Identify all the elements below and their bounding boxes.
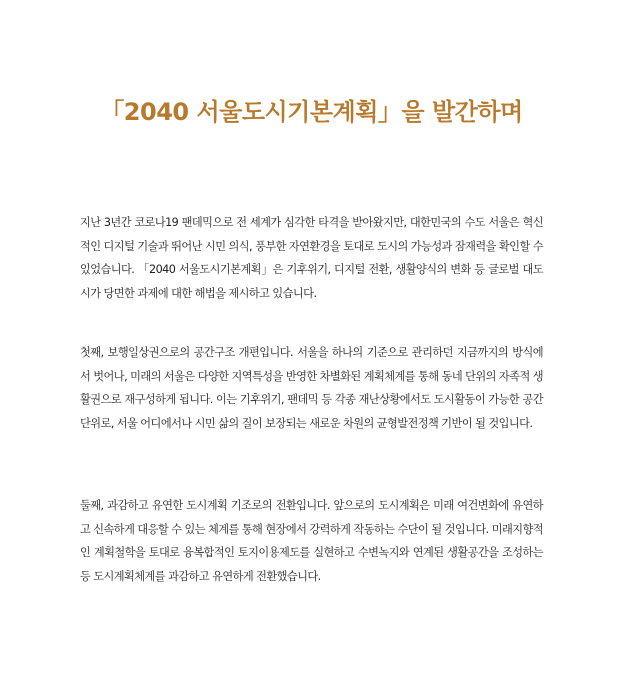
- page-title: 「2040 서울도시기본계획」을 발간하며: [100, 98, 523, 126]
- paragraph-intro: 지난 3년간 코로나19 팬데믹으로 전 세계가 심각한 타격을 받아왔지만, 대한민국의 수도 서울은 혁신적인 디지털 기술과 뛰어난 시민 의식, 풍부한 자연환경을 토대로 도시의 가능성과 잠재력을 확인할 수 있었습니다. 「2040 서울도시기본계획」은 기후위기, 디지털 전환, 생활양식의 변화 등 글로벌 대도시가 당면한 과제에 대한 해법을 제시하고 있습니다.: [80, 216, 543, 300]
- paragraph-first-point: 첫째, 보행일상권으로의 공간구조 개편입니다. 서울을 하나의 기준으로 관리하던 지금까지의 방식에서 벗어나, 미래의 서울은 다양한 지역특성을 반영한 차별화된 계획체계를 통해 동네 단위의 자족적 생활권으로 재구성하게 됩니다. 이는 기후위기, 팬데믹 등 각종 재난상황에서도 도시활동이 가능한 공간단위로, 서울 어디에서나 시민 삶의 질이 보장되는 새로운 차원의 균형발전정책 기반이 될 것입니다.: [80, 346, 543, 430]
- paragraph-second-point: 둘째, 과감하고 유연한 도시계획 기조로의 전환입니다. 앞으로의 도시계획은 미래 여건변화에 유연하고 신속하게 대응할 수 있는 체계를 통해 현장에서 강력하게 작동하는 수단이 될 것입니다. 미래지향적인 계획철학을 토대로 융복합적인 토지이용제도를 실현하고 수변녹지와 연계된 생활공간을 조성하는 등 도시계획체계를 과감하고 유연하게 전환했습니다.: [80, 499, 543, 583]
